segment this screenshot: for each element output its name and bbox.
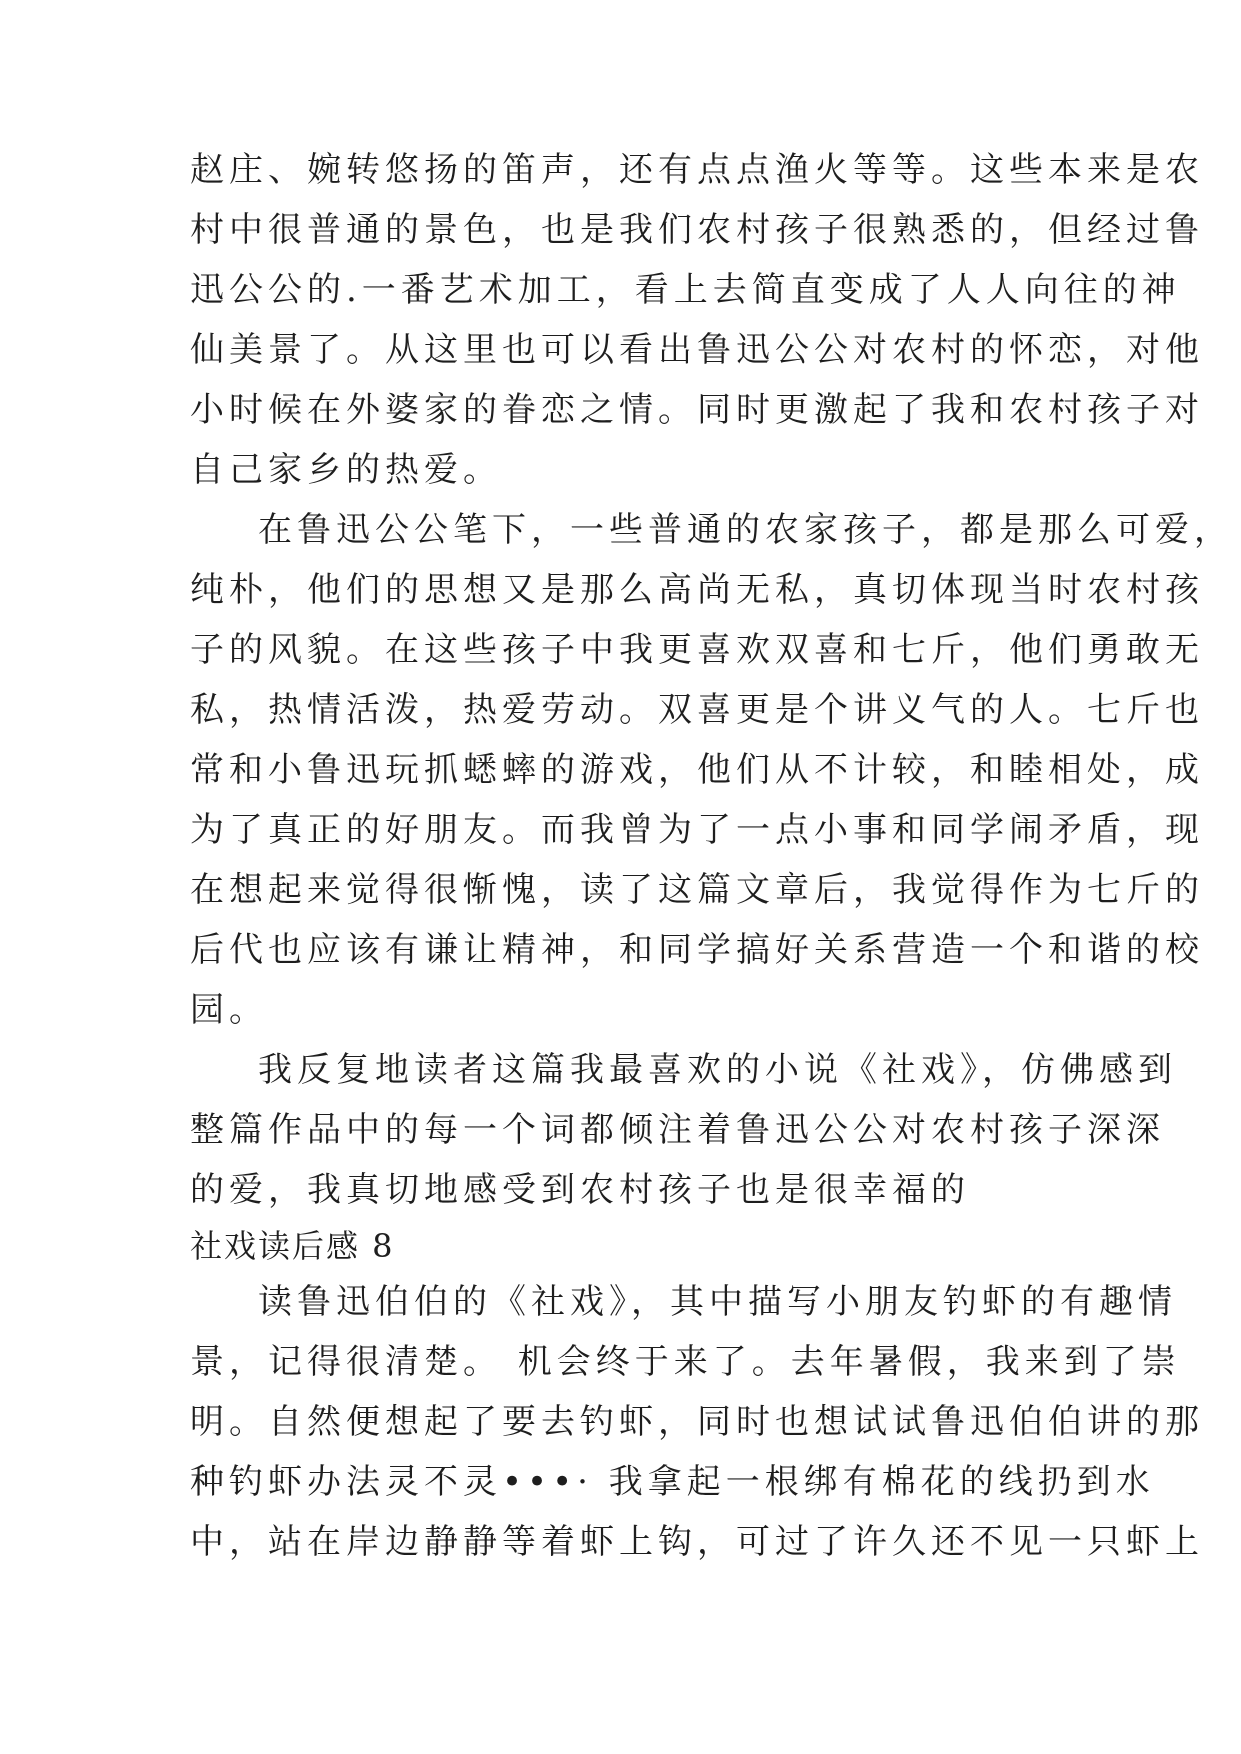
text-line: 村中很普通的景色，也是我们农村孩子很熟悉的，但经过鲁 [190, 210, 1204, 250]
text-line: 园。 [190, 990, 268, 1030]
text-line: 整篇作品中的每一个词都倾注着鲁迅公公对农村孩子深深 [190, 1110, 1165, 1150]
text-line: 常和小鲁迅玩抓蟋蟀的游戏，他们从不计较，和睦相处，成 [190, 750, 1204, 790]
text-line: 种钓虾办法灵不灵•••· 我拿起一根绑有棉花的线扔到水 [190, 1462, 1155, 1502]
text-line: 后代也应该有谦让精神，和同学搞好关系营造一个和谐的校 [190, 930, 1204, 970]
text-line: 在鲁迅公公笔下，一些普通的农家孩子，都是那么可爱， [258, 510, 1233, 550]
paragraph-3 [190, 1040, 1177, 1220]
text-line: 私，热情活泼，热爱劳动。双喜更是个讲义气的人。七斤也 [190, 690, 1204, 730]
paragraph-4 [190, 1272, 1204, 1572]
text-line: 自己家乡的热爱。 [190, 450, 502, 490]
paragraph-1 [190, 140, 1204, 500]
text-line: 明。自然便想起了要去钓虾，同时也想试试鲁迅伯伯讲的那 [190, 1402, 1204, 1442]
text-line: 我反复地读者这篇我最喜欢的小说《社戏》，仿佛感到 [258, 1050, 1177, 1090]
text-line: 的爱，我真切地感受到农村孩子也是很幸福的 [190, 1170, 970, 1210]
text-line: 小时候在外婆家的眷恋之情。同时更激起了我和农村孩子对 [190, 390, 1204, 430]
text-line: 仙美景了。从这里也可以看出鲁迅公公对农村的怀恋，对他 [190, 330, 1204, 370]
section-heading: 社戏读后感 8 [190, 1227, 395, 1265]
text-line: 纯朴，他们的思想又是那么高尚无私，真切体现当时农村孩 [190, 570, 1204, 610]
text-line: 读鲁迅伯伯的《社戏》，其中描写小朋友钓虾的有趣情 [258, 1282, 1177, 1322]
text-line: 迅公公的.一番艺术加工，看上去简直变成了人人向往的神 [190, 270, 1181, 310]
text-line: 景，记得很清楚。 机会终于来了。去年暑假，我来到了崇 [190, 1342, 1181, 1382]
text-line: 赵庄、婉转悠扬的笛声，还有点点渔火等等。这些本来是农 [190, 150, 1204, 190]
text-line: 为了真正的好朋友。而我曾为了一点小事和同学闹矛盾，现 [190, 810, 1204, 850]
text-line: 子的风貌。在这些孩子中我更喜欢双喜和七斤，他们勇敢无 [190, 630, 1204, 670]
text-line: 中，站在岸边静静等着虾上钩，可过了许久还不见一只虾上 [190, 1522, 1204, 1562]
text-line: 在想起来觉得很惭愧，读了这篇文章后，我觉得作为七斤的 [190, 870, 1204, 910]
paragraph-2 [190, 500, 1233, 1040]
document-body [190, 140, 1233, 1572]
